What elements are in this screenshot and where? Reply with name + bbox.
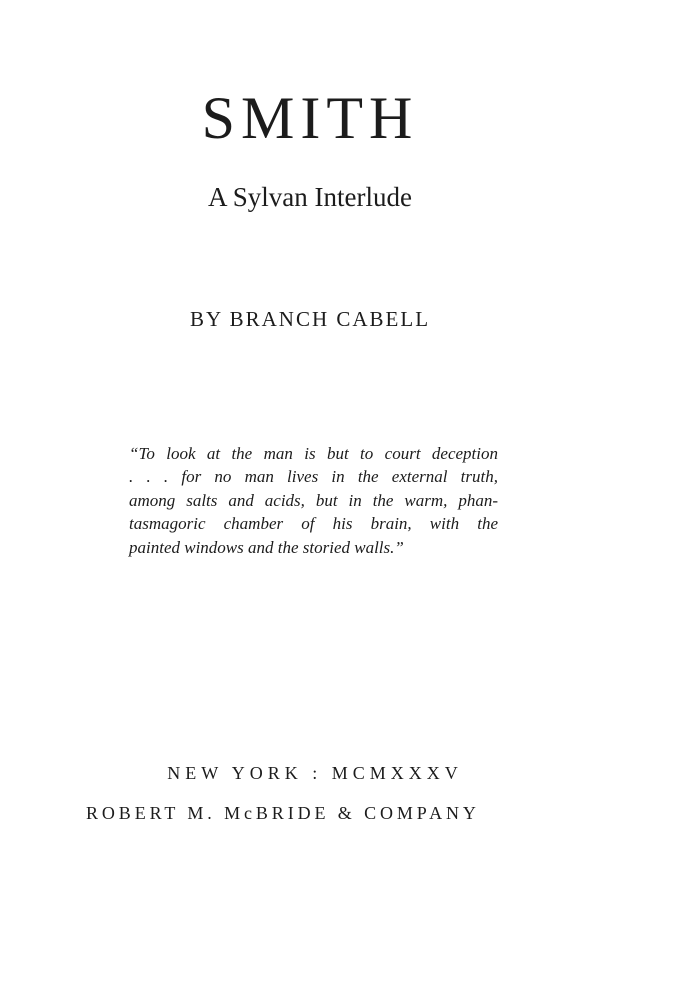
- imprint-publisher: ROBERT M. McBRIDE & COMPANY: [86, 803, 480, 823]
- epigraph-line: . . . for no man lives in the external truth,: [129, 467, 498, 487]
- epigraph-line: painted windows and the storied walls.”: [129, 537, 404, 557]
- author-line: BY BRANCH CABELL: [189, 307, 431, 331]
- epigraph-line: tasmagoric chamber of his brain, with the: [129, 514, 498, 534]
- epigraph: [129, 442, 498, 559]
- epigraph-line: among salts and acids, but in the warm, phan-: [129, 490, 498, 510]
- book-subtitle: A Sylvan Interlude: [208, 182, 412, 212]
- epigraph-line: “To look at the man is but to court deception: [129, 444, 498, 463]
- imprint-place-date: NEW YORK : MCMXXXV: [167, 763, 463, 783]
- book-title: SMITH: [201, 85, 419, 151]
